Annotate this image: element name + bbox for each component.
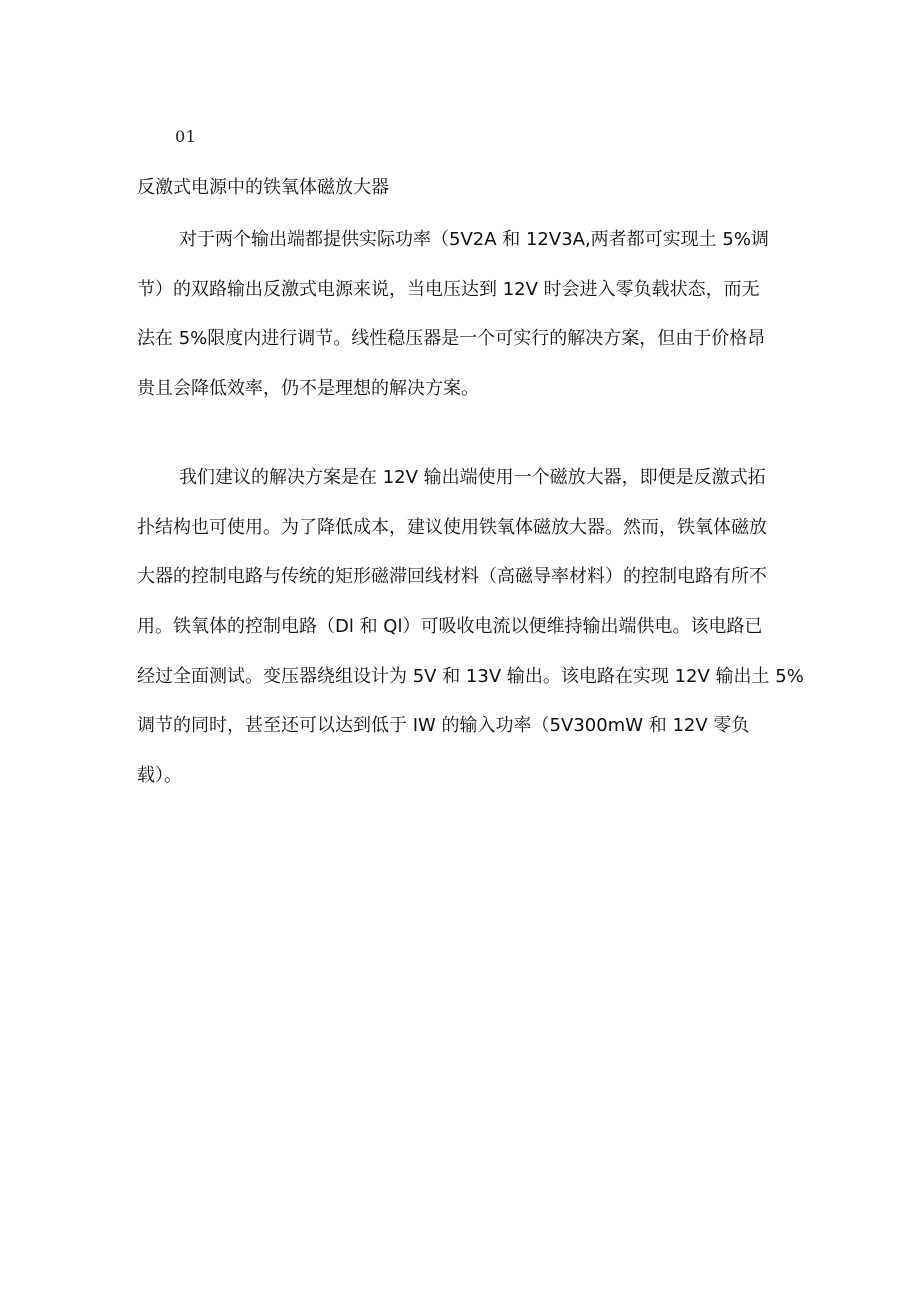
paragraph-line: 节）的双路输出反激式电源来说，当电压达到 12V 时会进入零负载状态，而无 — [137, 278, 760, 300]
paragraph-line: 载）。 — [137, 765, 182, 787]
paragraph-line: 用。铁氧体的控制电路（Dl 和 Ql）可吸收电流以便维持输出端供电。该电路已 — [137, 616, 763, 638]
section-number: 01 — [175, 127, 197, 146]
paragraph-1 — [137, 228, 787, 401]
paragraph-2 — [137, 466, 804, 788]
paragraph-line: 扑结构也可使用。为了降低成本，建议使用铁氧体磁放大器。然而，铁氧体磁放 — [137, 516, 767, 538]
document-title: 反激式电源中的铁氧体磁放大器 — [137, 177, 389, 198]
paragraph-line: 对于两个输出端都提供实际功率（5V2A 和 12V3A,两者都可实现土 5%调 — [179, 229, 769, 250]
paragraph-line: 我们建议的解决方案是在 12V 输出端使用一个磁放大器，即便是反激式拓 — [179, 467, 766, 488]
paragraph-line: 法在 5%限度内进行调节。线性稳压器是一个可实行的解决方案，但由于价格昂 — [137, 328, 766, 350]
paragraph-line: 贵且会降低效率，仍不是理想的解决方案。 — [137, 378, 479, 400]
paragraph-line: 大器的控制电路与传统的矩形磁滞回线材料（高磁导率材料）的控制电路有所不 — [137, 566, 767, 588]
paragraph-line: 经过全面测试。变压器绕组设计为 5V 和 13V 输出。该电路在实现 12V 输出土 5% — [137, 665, 804, 687]
paragraph-line: 调节的同时，甚至还可以达到低于 IW 的输入功率（5V300mW 和 12V 零负 — [137, 715, 750, 737]
